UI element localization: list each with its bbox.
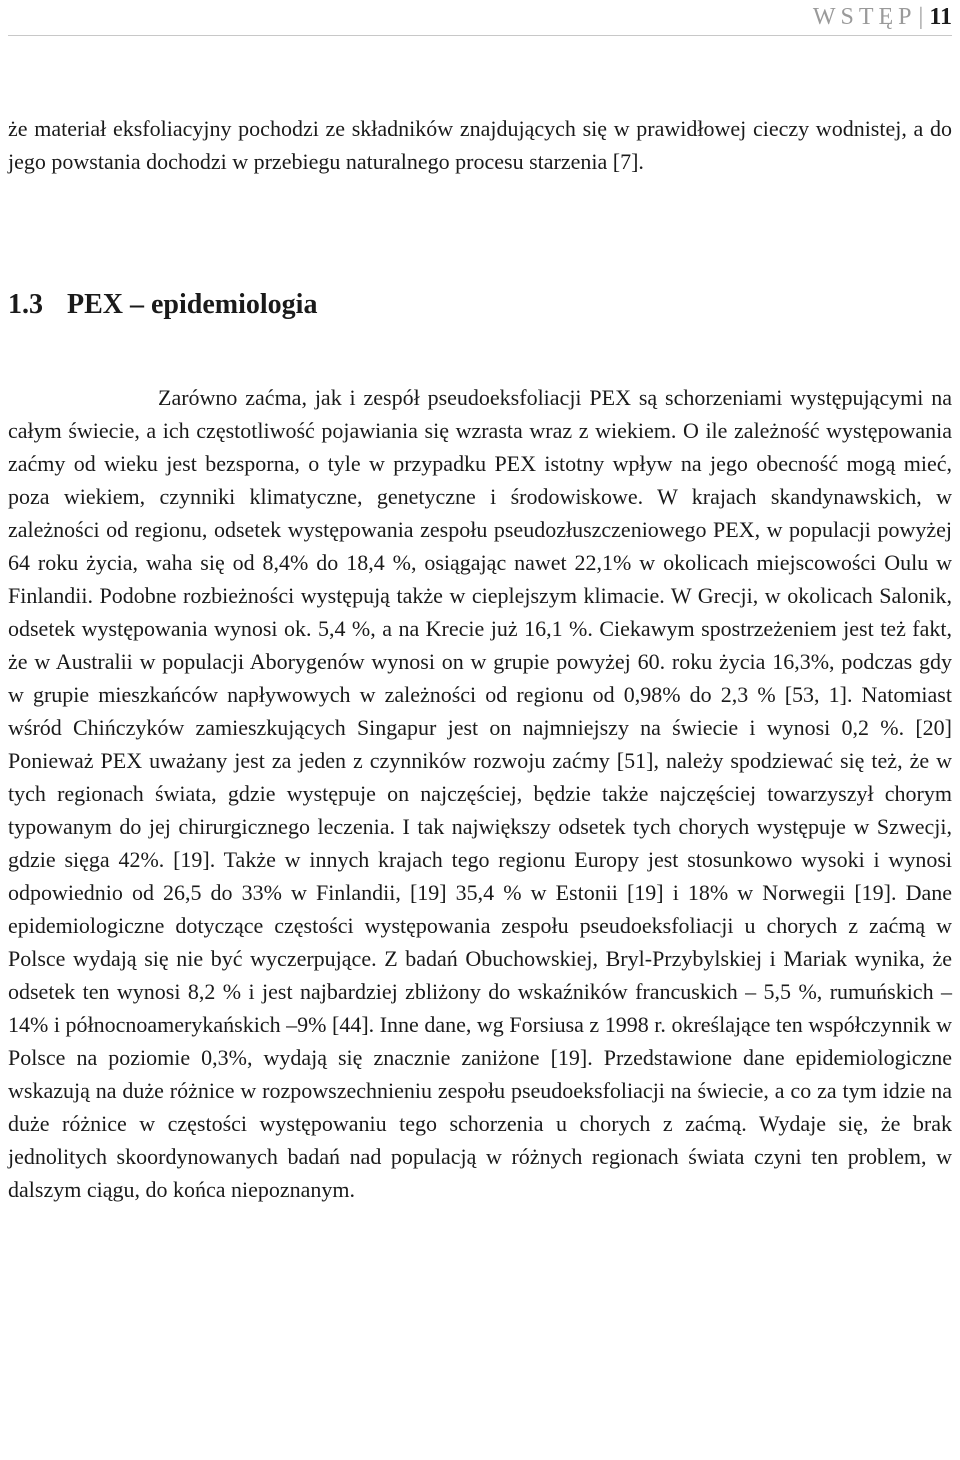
running-header-section: WSTĘP: [812, 3, 917, 30]
paragraph-continued: że materiał eksfoliacyjny pochodzi ze składników znajdujących się w prawidłowej cieczy wodnistej, a do jego powstania dochodzi w przebiegu naturalnego procesu starzenia [7].: [8, 116, 952, 174]
paragraph-epidemiology: Zarówno zaćma, jak i zespół pseudoeksfoliacji PEX są schorzeniami występującymi na całym świecie, a ich częstotliwość pojawiania się wzrasta wraz z wiekiem. O ile zależność występowania zaćmy od wieku jest bezsporna, o tyle w przypadku PEX istotny wpływ na jego obecność mogą mieć, poza wiekiem, czynniki klimatyczne, genetyczne i środowiskowe. W krajach skandynawskich, w zależności od regionu, odsetek występowania zespołu pseudozłuszczeniowego PEX, w populacji powyżej 64 roku życia, waha się od 8,4% do 18,4 %, osiągając nawet 22,1% w okolicach miejscowości Oulu w Finlandii. Podobne rozbieżności występują także w cieplejszym klimacie. W Grecji, w okolicach Salonik, odsetek występowania wynosi ok. 5,4 %, a na Krecie już 16,1 %. Ciekawym spostrzeżeniem jest też fakt, że w Australii w populacji Aborygenów wynosi on w grupie powyżej 60. roku życia 16,3%, podczas gdy w grupie mieszkańców napływowych w zależności od regionu od 0,98% do 2,3 % [53, 1]. Natomiast wśród Chińczyków zamieszkujących Singapur jest on najmniejszy na świecie i wynosi 0,2 %. [20] Ponieważ PEX uważany jest za jeden z czynników rozwoju zaćmy [51], należy spodziewać się też, że w tych regionach świata, gdzie występuje on najczęściej, będzie także najczęściej towarzyszył chorym typowanym do jej chirurgicznego leczenia. I tak największy odsetek tych chorych występuje w Szwecji, gdzie sięga 42%. [19]. Także w innych krajach tego regionu Europy jest stosunkowo wysoki i wynosi odpowiednio od 26,5 do 33% w Finlandii, [19] 35,4 % w Estonii [19] i 18% w Norwegii [19]. Dane epidemiologiczne dotyczące częstości występowania zespołu pseudoeksfoliacji u chorych z zaćmą w Polsce wydają się nie być wyczerpujące. Z badań Obuchowskiej, Bryl-Przybylskiej i Mariak wynika, że odsetek ten wynosi 8,2 % i jest najbardziej zbliżony do wskaźników francuskich – 5,5 %, rumuńskich – 14% i północnoamerykańskich –9% [44]. Inne dane, wg Forsiusa z 1998 r. określające ten współczynnik w Polsce na poziomie 0,3%, wydają się znacznie zaniżone [19]. Przedstawione dane epidemiologiczne wskazują na duże różnice w rozpowszechnieniu zespołu pseudoeksfoliacji na świecie, a co za tym idzie na duże różnice w częstości występowaniu tego schorzenia u chorych z zaćmą. Wydaje się, że brak jednolitych skoordynowanych badań nad populacją w różnych regionach świata czyni ten problem, w dalszym ciągu, do końca niepoznanym.: [8, 385, 952, 1202]
section-title: PEX – epidemiologia: [67, 289, 318, 320]
section-number: 1.3: [8, 289, 43, 320]
running-header: [813, 0, 952, 34]
header-rule: [8, 35, 952, 36]
running-header-separator: |: [918, 3, 924, 30]
section-heading: [8, 287, 317, 323]
page-number: 11: [929, 3, 952, 30]
